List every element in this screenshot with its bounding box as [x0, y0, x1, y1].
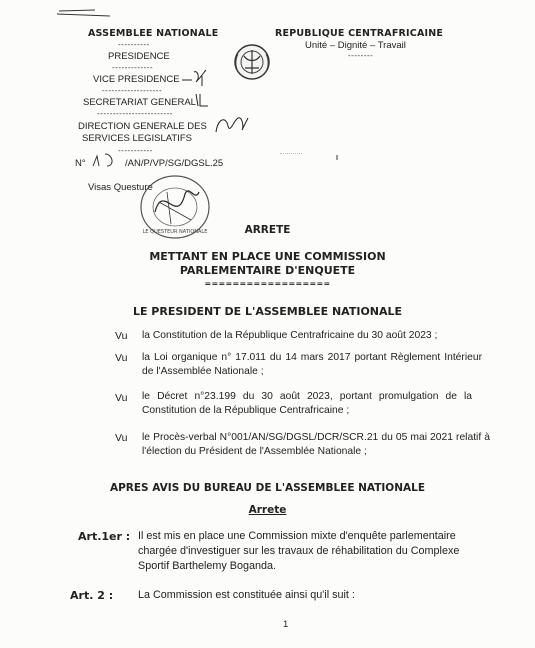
direction-line2: SERVICES LEGISLATIFS — [82, 133, 192, 144]
article-text: La Commission est constituée ainsi qu'il suit : — [138, 589, 355, 601]
title-rule: ================== — [204, 279, 331, 288]
vu-item: la Loi organique n° 17.011 du 14 mars 2017 portant Règlement Intérieur de l'Assemblée Nationale ; — [142, 352, 482, 377]
arrete-heading: Arrete — [248, 504, 287, 516]
separator: ------------------- — [102, 86, 163, 95]
direction-line1: DIRECTION GENERALE DES — [78, 121, 207, 132]
vice-presidence-label: VICE PRESIDENCE — [93, 74, 180, 85]
signature-initial — [194, 92, 210, 108]
vu-label: Vu — [115, 330, 128, 342]
vu-label: Vu — [115, 432, 128, 444]
page-number: 1 — [283, 619, 289, 630]
national-motto: Unité – Dignité – Travail — [305, 40, 406, 51]
separator: ------------------------ — [97, 109, 173, 118]
vu-item: la Constitution de la République Centrafricaine du 30 août 2023 ; — [142, 330, 438, 341]
signature-initial — [212, 112, 252, 140]
vu-label: Vu — [115, 392, 128, 404]
presidence-label: PRESIDENCE — [108, 51, 170, 62]
separator: ------------- — [112, 63, 154, 72]
republic-name: REPUBLIQUE CENTRAFRICAINE — [275, 28, 444, 39]
secretariat-label: SECRETARIAT GENERAL — [83, 97, 196, 108]
visas-label: Visas Questure — [88, 182, 153, 193]
vu-item: le Décret n°23.199 du 30 août 2023, portant promulgation de la Constitution de la République Centrafricaine ; — [142, 391, 472, 416]
handwritten-mark — [55, 6, 115, 20]
reference-suffix: /AN/P/VP/SG/DGSL.25 — [125, 158, 224, 169]
article-label: Art.1er : — [78, 530, 131, 543]
separator: ----------- — [118, 146, 153, 155]
faint-mark — [336, 155, 338, 160]
reference-prefix: N° — [75, 158, 86, 169]
national-emblem-icon — [232, 42, 272, 82]
handwritten-number — [89, 152, 125, 170]
signature-initial — [180, 68, 210, 88]
document-title-line1: METTANT EN PLACE UNE COMMISSION — [149, 250, 386, 263]
assembly-name: ASSEMBLEE NATIONALE — [88, 28, 219, 39]
separator: -------- — [348, 51, 374, 60]
document-title-line2: PARLEMENTAIRE D'ENQUETE — [179, 264, 356, 277]
authority-heading: LE PRESIDENT DE L'ASSEMBLEE NATIONALE — [132, 305, 403, 318]
stamp-text: LE QUESTEUR NATIONALE — [142, 229, 208, 235]
article-label: Art. 2 : — [70, 589, 114, 602]
avis-heading: APRES AVIS DU BUREAU DE L'ASSEMBLEE NATIONALE — [109, 482, 426, 494]
vu-item: le Procès-verbal N°001/AN/SG/DGSL/DCR/SCR.21 du 05 mai 2021 relatif à l'élection du Président de l'Assemblée Nationale ; — [142, 432, 490, 457]
document-type: ARRETE — [244, 224, 291, 236]
article-text: Il est mis en place une Commission mixte d'enquête parlementaire chargée d'investiguer sur les travaux de réhabilitation du Complexe Sportif Barthelemy Boganda. — [138, 530, 460, 572]
vu-label: Vu — [115, 352, 128, 364]
faint-mark — [280, 153, 302, 157]
separator: ---------- — [118, 40, 150, 49]
